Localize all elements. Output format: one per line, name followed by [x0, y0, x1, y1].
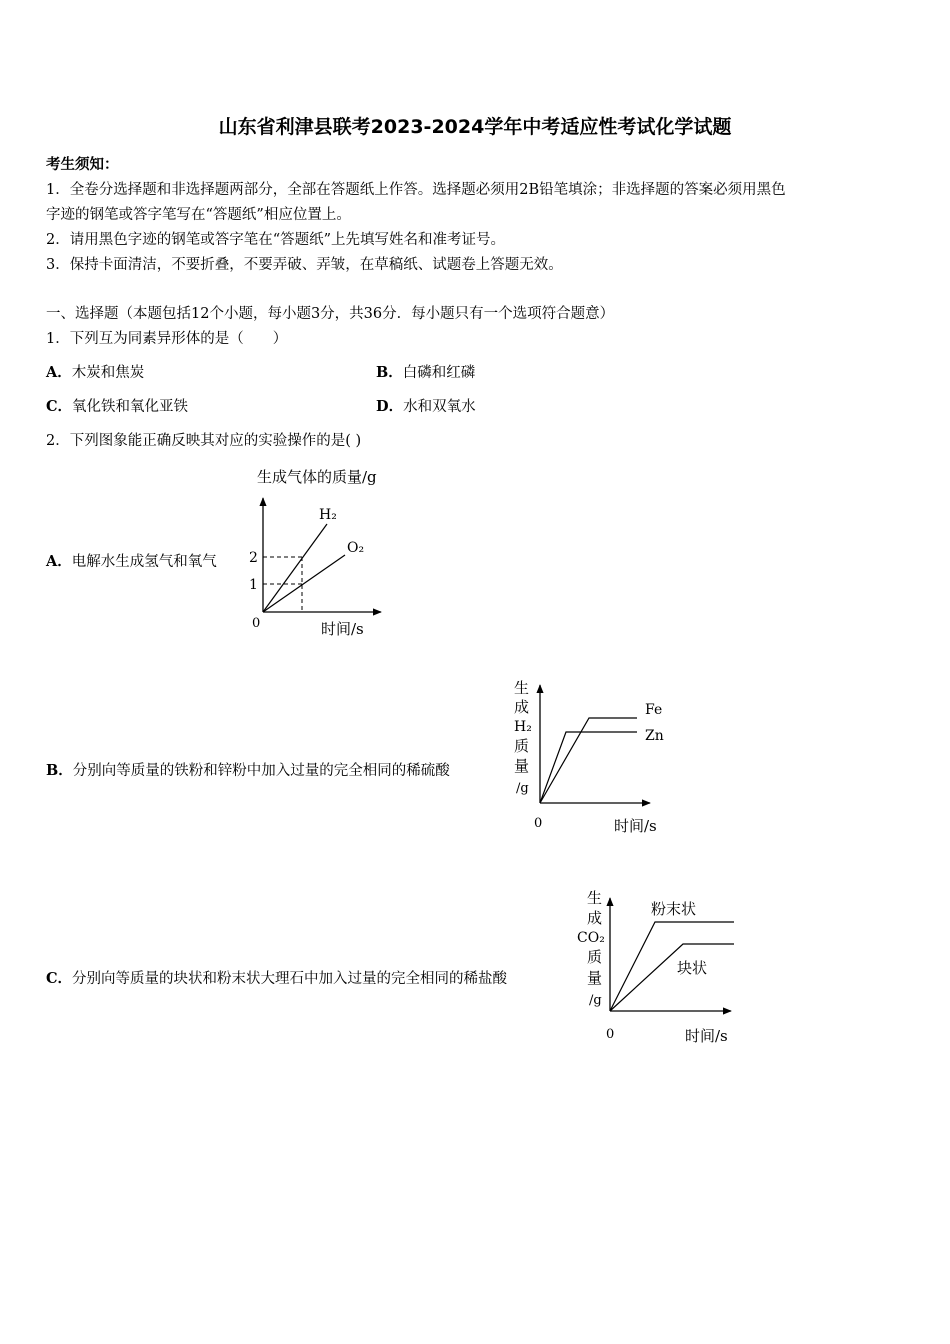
option-text: 白磷和红磷: [402, 365, 476, 381]
option-text: 氧化铁和氧化亚铁: [72, 399, 189, 415]
graph-b-zn-label: Zn: [645, 728, 664, 744]
section-heading: 一、选择题（本题包括12个小题，每小题3分，共36分．每小题只有一个选项符合题意）: [46, 306, 615, 322]
q1-option-a: [46, 361, 144, 382]
q2-option-b: [46, 759, 450, 780]
graph-b-ylabel-3: H₂: [514, 719, 532, 735]
graph-b-fe-line: [540, 718, 637, 803]
graph-c-ylabel-3: CO₂: [577, 930, 605, 946]
graph-b-ylabel-6: /g: [516, 781, 529, 796]
q1-option-b: [376, 361, 475, 382]
graph-b-ylabel-5: 量: [514, 757, 530, 775]
q1-option-c: [46, 395, 188, 416]
graph-a-ylabel: 生成气体的质量/g: [257, 468, 377, 486]
graph-a-tick-1: 1: [249, 577, 258, 593]
graph-c-block-label: 块状: [677, 959, 708, 977]
question-1-stem: 1．下列互为同素异形体的是（ ）: [46, 331, 288, 347]
graph-b-ylabel-4: 质: [514, 737, 530, 755]
graph-c-ylabel-4: 质: [587, 948, 603, 966]
graph-a-o2-line: [263, 555, 345, 612]
graph-c-origin: 0: [606, 1027, 615, 1042]
graph-b-xlabel: 时间/s: [614, 817, 657, 835]
notice-item: 3．保持卡面清洁，不要折叠，不要弄破、弄皱，在草稿纸、试题卷上答题无效。: [46, 257, 563, 273]
graph-a-origin: 0: [252, 616, 261, 631]
graph-c-powder-label: 粉末状: [651, 900, 697, 918]
notice-heading: 考生须知：: [46, 156, 119, 173]
option-text: 水和双氧水: [403, 399, 476, 415]
graph-a-o2-label: O₂: [347, 540, 365, 556]
graph-b: [510, 675, 680, 840]
graph-c: [573, 883, 743, 1048]
question-2-stem: 2．下列图象能正确反映其对应的实验操作的是( ): [46, 433, 362, 449]
graph-c-powder-line: [610, 922, 734, 1011]
graph-a-h2-label: H₂: [319, 507, 337, 523]
graph-a-h2-line: [263, 524, 327, 612]
option-label: A．: [46, 364, 72, 381]
page-title: 山东省利津县联考2023-2024学年中考适应性考试化学试题: [218, 116, 732, 138]
q1-option-d: [376, 395, 476, 416]
option-label: D．: [376, 398, 404, 415]
graph-b-zn-line: [540, 732, 637, 803]
graph-a: [235, 462, 395, 642]
graph-c-xlabel: 时间/s: [685, 1027, 728, 1045]
graph-c-ylabel-6: /g: [589, 993, 602, 1008]
q2-option-a: [46, 550, 217, 571]
option-label: C．: [46, 398, 73, 415]
graph-a-xlabel: 时间/s: [321, 620, 364, 638]
graph-c-block-line: [610, 944, 734, 1011]
graph-b-fe-label: Fe: [645, 702, 663, 718]
graph-b-origin: 0: [534, 816, 543, 831]
graph-c-ylabel-1: 生: [587, 889, 603, 907]
notice-item: 1．全卷分选择题和非选择题两部分，全部在答题纸上作答。选择题必须用2B铅笔填涂；非选择题的答案必须用黑色: [46, 182, 786, 198]
notice-item: 2．请用黑色字迹的钢笔或答字笔在“答题纸”上先填写姓名和准考证号。: [46, 232, 506, 248]
option-text: 木炭和焦炭: [71, 365, 145, 381]
graph-b-ylabel-2: 成: [514, 698, 530, 716]
q2-option-c: [46, 967, 507, 988]
option-text: 分别向等质量的块状和粉末状大理石中加入过量的完全相同的稀盐酸: [72, 971, 508, 987]
option-text: 电解水生成氢气和氧气: [71, 554, 217, 570]
graph-b-ylabel-1: 生: [514, 679, 530, 697]
notice-item: 字迹的钢笔或答字笔写在“答题纸”相应位置上。: [46, 207, 351, 223]
option-label: B．: [376, 364, 403, 381]
graph-c-ylabel-2: 成: [587, 909, 603, 927]
option-label: A．: [46, 553, 72, 570]
graph-c-ylabel-5: 量: [587, 969, 603, 987]
graph-a-tick-2: 2: [249, 550, 258, 566]
option-label: B．: [46, 762, 73, 779]
option-text: 分别向等质量的铁粉和锌粉中加入过量的完全相同的稀硫酸: [72, 763, 450, 779]
option-label: C．: [46, 970, 73, 987]
